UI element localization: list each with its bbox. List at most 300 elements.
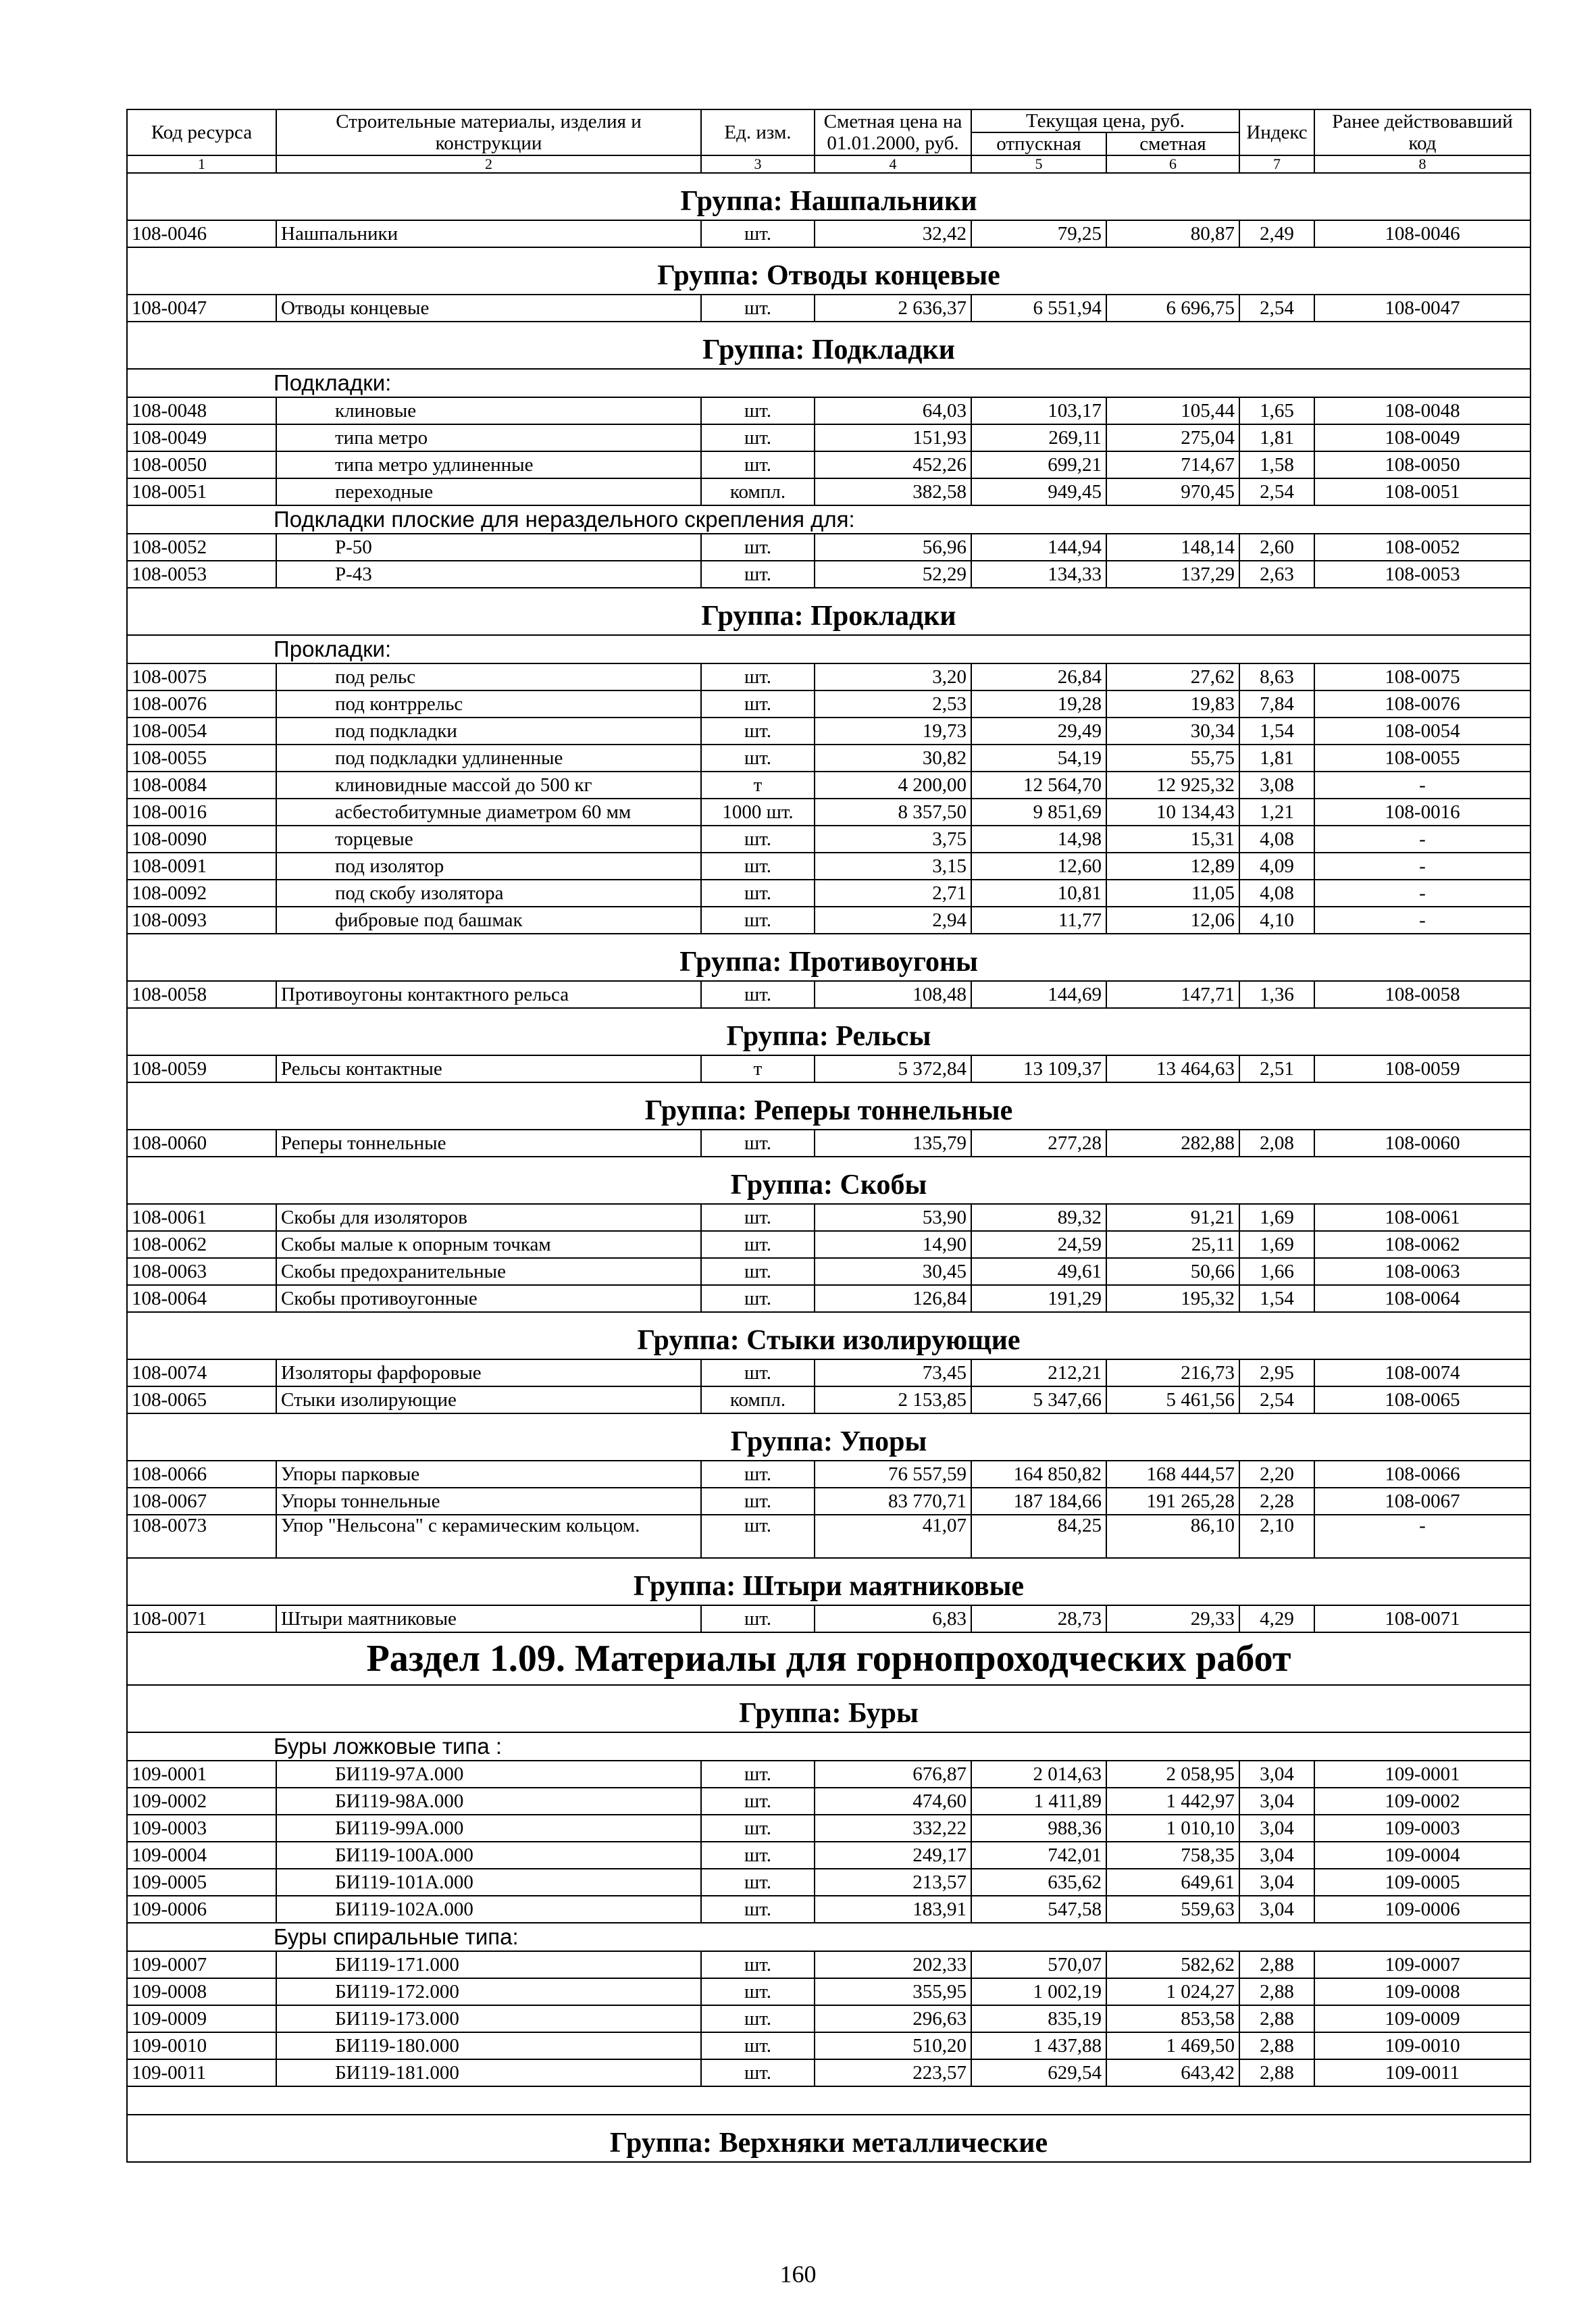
cell-index: 2,10 bbox=[1239, 1515, 1314, 1558]
cell-release-price: 269,11 bbox=[971, 424, 1106, 451]
cell-release-price: 10,81 bbox=[971, 880, 1106, 907]
cell-index: 2,63 bbox=[1239, 561, 1314, 588]
cell-estimate-price: 27,62 bbox=[1106, 663, 1239, 690]
cell-unit: шт. bbox=[701, 534, 815, 561]
cell-index: 2,88 bbox=[1239, 2032, 1314, 2059]
cell-estimate-price: 80,87 bbox=[1106, 220, 1239, 247]
table-row bbox=[127, 534, 1530, 561]
cell-unit: т bbox=[701, 1055, 815, 1082]
cell-old-code: 109-0010 bbox=[1314, 2032, 1530, 2059]
cell-base-price: 3,15 bbox=[815, 853, 971, 880]
cell-release-price: 2 014,63 bbox=[971, 1761, 1106, 1788]
cell-code: 109-0004 bbox=[127, 1842, 276, 1869]
cell-base-price: 76 557,59 bbox=[815, 1461, 971, 1488]
cell-base-price: 30,45 bbox=[815, 1258, 971, 1285]
cell-old-code: 108-0071 bbox=[1314, 1605, 1530, 1632]
cell-base-price: 183,91 bbox=[815, 1896, 971, 1923]
cell-old-code: 109-0011 bbox=[1314, 2059, 1530, 2086]
section-heading-row bbox=[127, 1632, 1530, 1685]
cell-index: 3,08 bbox=[1239, 772, 1314, 799]
group-heading-row bbox=[127, 1082, 1530, 1130]
cell-code: 108-0052 bbox=[127, 534, 276, 561]
cell-old-code: 108-0054 bbox=[1314, 718, 1530, 745]
subgroup-label: Прокладки: bbox=[127, 635, 1530, 663]
table-row bbox=[127, 1515, 1530, 1558]
cell-name: под рельс bbox=[276, 663, 701, 690]
cell-release-price: 49,61 bbox=[971, 1258, 1106, 1285]
subgroup-row bbox=[127, 369, 1530, 397]
cell-base-price: 510,20 bbox=[815, 2032, 971, 2059]
cell-base-price: 2,53 bbox=[815, 690, 971, 718]
group-heading: Группа: Рельсы bbox=[127, 1008, 1530, 1055]
cell-base-price: 30,82 bbox=[815, 745, 971, 772]
cell-unit: шт. bbox=[701, 1896, 815, 1923]
cell-unit: шт. bbox=[701, 1788, 815, 1815]
cell-index: 2,95 bbox=[1239, 1359, 1314, 1386]
cell-release-price: 103,17 bbox=[971, 397, 1106, 424]
header-index: Индекс bbox=[1239, 109, 1314, 155]
cell-estimate-price: 216,73 bbox=[1106, 1359, 1239, 1386]
cell-release-price: 79,25 bbox=[971, 220, 1106, 247]
cell-base-price: 56,96 bbox=[815, 534, 971, 561]
cell-base-price: 108,48 bbox=[815, 981, 971, 1008]
table-row bbox=[127, 745, 1530, 772]
cell-index: 1,54 bbox=[1239, 718, 1314, 745]
cell-old-code: 108-0067 bbox=[1314, 1488, 1530, 1515]
cell-code: 108-0059 bbox=[127, 1055, 276, 1082]
cell-base-price: 19,73 bbox=[815, 718, 971, 745]
cell-code: 108-0060 bbox=[127, 1130, 276, 1157]
cell-estimate-price: 1 469,50 bbox=[1106, 2032, 1239, 2059]
cell-index: 4,10 bbox=[1239, 907, 1314, 934]
cell-release-price: 13 109,37 bbox=[971, 1055, 1106, 1082]
cell-name: Изоляторы фарфоровые bbox=[276, 1359, 701, 1386]
cell-code: 108-0084 bbox=[127, 772, 276, 799]
cell-old-code: 108-0066 bbox=[1314, 1461, 1530, 1488]
cell-name: БИ119-101А.000 bbox=[276, 1869, 701, 1896]
cell-unit: шт. bbox=[701, 907, 815, 934]
cell-estimate-price: 2 058,95 bbox=[1106, 1761, 1239, 1788]
cell-name: БИ119-171.000 bbox=[276, 1951, 701, 1978]
cell-index: 2,54 bbox=[1239, 295, 1314, 322]
cell-code: 108-0050 bbox=[127, 451, 276, 478]
cell-code: 108-0054 bbox=[127, 718, 276, 745]
cell-estimate-price: 1 024,27 bbox=[1106, 1978, 1239, 2005]
cell-name: БИ119-102А.000 bbox=[276, 1896, 701, 1923]
group-heading-row bbox=[127, 2115, 1530, 2162]
cell-index: 2,54 bbox=[1239, 1386, 1314, 1413]
cell-unit: 1000 шт. bbox=[701, 799, 815, 826]
cell-index: 1,65 bbox=[1239, 397, 1314, 424]
table-row bbox=[127, 1055, 1530, 1082]
cell-index: 4,29 bbox=[1239, 1605, 1314, 1632]
cell-code: 109-0002 bbox=[127, 1788, 276, 1815]
cell-old-code: 108-0046 bbox=[1314, 220, 1530, 247]
cell-index: 2,88 bbox=[1239, 1978, 1314, 2005]
cell-name: Р-50 bbox=[276, 534, 701, 561]
group-heading-row bbox=[127, 1685, 1530, 1732]
cell-name: БИ119-100А.000 bbox=[276, 1842, 701, 1869]
cell-estimate-price: 19,83 bbox=[1106, 690, 1239, 718]
cell-code: 108-0090 bbox=[127, 826, 276, 853]
group-heading-row bbox=[127, 1008, 1530, 1055]
subgroup-label: Буры спиральные типа: bbox=[127, 1923, 1530, 1951]
cell-name: под изолятор bbox=[276, 853, 701, 880]
cell-old-code: 108-0050 bbox=[1314, 451, 1530, 478]
cell-index: 2,20 bbox=[1239, 1461, 1314, 1488]
cell-release-price: 134,33 bbox=[971, 561, 1106, 588]
cell-name: под подкладки удлиненные bbox=[276, 745, 701, 772]
cell-base-price: 213,57 bbox=[815, 1869, 971, 1896]
cell-base-price: 249,17 bbox=[815, 1842, 971, 1869]
column-number: 2 bbox=[276, 155, 701, 173]
cell-name: асбестобитумные диаметром 60 мм bbox=[276, 799, 701, 826]
cell-unit: шт. bbox=[701, 1258, 815, 1285]
cell-index: 2,60 bbox=[1239, 534, 1314, 561]
cell-index: 3,04 bbox=[1239, 1815, 1314, 1842]
cell-code: 108-0048 bbox=[127, 397, 276, 424]
cell-code: 108-0074 bbox=[127, 1359, 276, 1386]
cell-estimate-price: 853,58 bbox=[1106, 2005, 1239, 2032]
table-row bbox=[127, 1231, 1530, 1258]
group-heading-row bbox=[127, 934, 1530, 981]
header-current-price: Текущая цена, руб. bbox=[971, 109, 1239, 132]
cell-unit: шт. bbox=[701, 663, 815, 690]
cell-release-price: 835,19 bbox=[971, 2005, 1106, 2032]
header-old-code: Ранее действовавший код bbox=[1314, 109, 1530, 155]
cell-base-price: 135,79 bbox=[815, 1130, 971, 1157]
cell-base-price: 14,90 bbox=[815, 1231, 971, 1258]
group-heading-row bbox=[127, 1312, 1530, 1359]
header-name: Строительные материалы, изделия и конструкции bbox=[276, 109, 701, 155]
subgroup-label: Подкладки плоские для нераздельного скрепления для: bbox=[127, 505, 1530, 534]
cell-code: 109-0011 bbox=[127, 2059, 276, 2086]
cell-name: БИ119-173.000 bbox=[276, 2005, 701, 2032]
cell-estimate-price: 148,14 bbox=[1106, 534, 1239, 561]
cell-name: клиновые bbox=[276, 397, 701, 424]
cell-old-code: - bbox=[1314, 1515, 1530, 1558]
table-row bbox=[127, 424, 1530, 451]
cell-index: 2,49 bbox=[1239, 220, 1314, 247]
subgroup-row bbox=[127, 1732, 1530, 1761]
cell-estimate-price: 12,06 bbox=[1106, 907, 1239, 934]
cell-code: 108-0062 bbox=[127, 1231, 276, 1258]
cell-code: 108-0075 bbox=[127, 663, 276, 690]
cell-base-price: 382,58 bbox=[815, 478, 971, 505]
cell-unit: шт. bbox=[701, 397, 815, 424]
cell-estimate-price: 86,10 bbox=[1106, 1515, 1239, 1558]
cell-unit: шт. bbox=[701, 1515, 815, 1558]
cell-release-price: 699,21 bbox=[971, 451, 1106, 478]
cell-code: 109-0008 bbox=[127, 1978, 276, 2005]
cell-estimate-price: 1 010,10 bbox=[1106, 1815, 1239, 1842]
group-heading: Группа: Отводы концевые bbox=[127, 247, 1530, 295]
cell-index: 1,81 bbox=[1239, 424, 1314, 451]
cell-old-code: 108-0053 bbox=[1314, 561, 1530, 588]
cell-base-price: 676,87 bbox=[815, 1761, 971, 1788]
table-row bbox=[127, 1386, 1530, 1413]
cell-unit: шт. bbox=[701, 1359, 815, 1386]
group-heading-row bbox=[127, 322, 1530, 369]
blank-cell bbox=[127, 2086, 1530, 2115]
cell-name: клиновидные массой до 500 кг bbox=[276, 772, 701, 799]
cell-name: Скобы предохранительные bbox=[276, 1258, 701, 1285]
column-number: 3 bbox=[701, 155, 815, 173]
cell-name: Реперы тоннельные bbox=[276, 1130, 701, 1157]
cell-code: 108-0063 bbox=[127, 1258, 276, 1285]
cell-name: БИ119-99А.000 bbox=[276, 1815, 701, 1842]
cell-code: 108-0092 bbox=[127, 880, 276, 907]
cell-index: 1,21 bbox=[1239, 799, 1314, 826]
table-row bbox=[127, 1761, 1530, 1788]
cell-unit: шт. bbox=[701, 853, 815, 880]
cell-base-price: 64,03 bbox=[815, 397, 971, 424]
cell-code: 109-0009 bbox=[127, 2005, 276, 2032]
cell-estimate-price: 147,71 bbox=[1106, 981, 1239, 1008]
subgroup-row bbox=[127, 505, 1530, 534]
cell-estimate-price: 25,11 bbox=[1106, 1231, 1239, 1258]
group-heading-row bbox=[127, 173, 1530, 220]
cell-release-price: 212,21 bbox=[971, 1359, 1106, 1386]
cell-estimate-price: 105,44 bbox=[1106, 397, 1239, 424]
table-row bbox=[127, 1842, 1530, 1869]
cell-name: Рельсы контактные bbox=[276, 1055, 701, 1082]
cell-name: под скобу изолятора bbox=[276, 880, 701, 907]
cell-estimate-price: 13 464,63 bbox=[1106, 1055, 1239, 1082]
table-row bbox=[127, 907, 1530, 934]
cell-base-price: 83 770,71 bbox=[815, 1488, 971, 1515]
cell-code: 108-0067 bbox=[127, 1488, 276, 1515]
cell-index: 3,04 bbox=[1239, 1788, 1314, 1815]
cell-old-code: 108-0075 bbox=[1314, 663, 1530, 690]
cell-base-price: 53,90 bbox=[815, 1204, 971, 1231]
column-number: 5 bbox=[971, 155, 1106, 173]
table-row bbox=[127, 981, 1530, 1008]
cell-code: 109-0003 bbox=[127, 1815, 276, 1842]
cell-unit: шт. bbox=[701, 1869, 815, 1896]
cell-index: 3,04 bbox=[1239, 1869, 1314, 1896]
materials-price-table bbox=[126, 109, 1531, 2163]
cell-base-price: 2 636,37 bbox=[815, 295, 971, 322]
cell-name: Скобы малые к опорным точкам bbox=[276, 1231, 701, 1258]
cell-release-price: 19,28 bbox=[971, 690, 1106, 718]
cell-code: 108-0046 bbox=[127, 220, 276, 247]
subgroup-row bbox=[127, 1923, 1530, 1951]
cell-base-price: 73,45 bbox=[815, 1359, 971, 1386]
subgroup-label: Подкладки: bbox=[127, 369, 1530, 397]
cell-estimate-price: 55,75 bbox=[1106, 745, 1239, 772]
cell-release-price: 187 184,66 bbox=[971, 1488, 1106, 1515]
cell-base-price: 452,26 bbox=[815, 451, 971, 478]
cell-name: Отводы концевые bbox=[276, 295, 701, 322]
table-row bbox=[127, 826, 1530, 853]
subgroup-row bbox=[127, 635, 1530, 663]
cell-index: 4,09 bbox=[1239, 853, 1314, 880]
cell-code: 108-0061 bbox=[127, 1204, 276, 1231]
table-row bbox=[127, 690, 1530, 718]
table-row bbox=[127, 663, 1530, 690]
cell-index: 3,04 bbox=[1239, 1896, 1314, 1923]
cell-base-price: 6,83 bbox=[815, 1605, 971, 1632]
group-heading: Группа: Реперы тоннельные bbox=[127, 1082, 1530, 1130]
cell-estimate-price: 5 461,56 bbox=[1106, 1386, 1239, 1413]
cell-unit: шт. bbox=[701, 2032, 815, 2059]
cell-name: Штыри маятниковые bbox=[276, 1605, 701, 1632]
cell-old-code: 108-0051 bbox=[1314, 478, 1530, 505]
cell-release-price: 144,69 bbox=[971, 981, 1106, 1008]
cell-release-price: 1 437,88 bbox=[971, 2032, 1106, 2059]
cell-unit: шт. bbox=[701, 1488, 815, 1515]
cell-release-price: 12,60 bbox=[971, 853, 1106, 880]
cell-index: 8,63 bbox=[1239, 663, 1314, 690]
table-row bbox=[127, 1978, 1530, 2005]
cell-name: под подкладки bbox=[276, 718, 701, 745]
cell-estimate-price: 91,21 bbox=[1106, 1204, 1239, 1231]
cell-name: Скобы противоугонные bbox=[276, 1285, 701, 1312]
cell-old-code: 109-0002 bbox=[1314, 1788, 1530, 1815]
cell-release-price: 54,19 bbox=[971, 745, 1106, 772]
cell-index: 4,08 bbox=[1239, 880, 1314, 907]
cell-old-code: 108-0049 bbox=[1314, 424, 1530, 451]
table-row bbox=[127, 478, 1530, 505]
section-heading: Раздел 1.09. Материалы для горнопроходческих работ bbox=[127, 1632, 1530, 1685]
cell-old-code: 108-0063 bbox=[1314, 1258, 1530, 1285]
cell-name: Противоугоны контактного рельса bbox=[276, 981, 701, 1008]
cell-name: Упоры тоннельные bbox=[276, 1488, 701, 1515]
cell-base-price: 8 357,50 bbox=[815, 799, 971, 826]
group-heading-row bbox=[127, 1157, 1530, 1204]
cell-code: 108-0093 bbox=[127, 907, 276, 934]
cell-base-price: 41,07 bbox=[815, 1515, 971, 1558]
cell-unit: шт. bbox=[701, 826, 815, 853]
cell-release-price: 89,32 bbox=[971, 1204, 1106, 1231]
cell-index: 1,81 bbox=[1239, 745, 1314, 772]
cell-release-price: 24,59 bbox=[971, 1231, 1106, 1258]
cell-base-price: 52,29 bbox=[815, 561, 971, 588]
cell-code: 108-0058 bbox=[127, 981, 276, 1008]
table-row bbox=[127, 880, 1530, 907]
table-row bbox=[127, 1204, 1530, 1231]
cell-old-code: 109-0004 bbox=[1314, 1842, 1530, 1869]
cell-index: 4,08 bbox=[1239, 826, 1314, 853]
cell-old-code: 109-0009 bbox=[1314, 2005, 1530, 2032]
cell-estimate-price: 1 442,97 bbox=[1106, 1788, 1239, 1815]
cell-base-price: 151,93 bbox=[815, 424, 971, 451]
cell-release-price: 1 411,89 bbox=[971, 1788, 1106, 1815]
cell-index: 1,58 bbox=[1239, 451, 1314, 478]
page-number: 160 bbox=[779, 2261, 817, 2288]
cell-estimate-price: 758,35 bbox=[1106, 1842, 1239, 1869]
cell-code: 108-0091 bbox=[127, 853, 276, 880]
cell-base-price: 223,57 bbox=[815, 2059, 971, 2086]
cell-old-code: 108-0058 bbox=[1314, 981, 1530, 1008]
cell-index: 2,88 bbox=[1239, 2059, 1314, 2086]
table-row bbox=[127, 1258, 1530, 1285]
cell-estimate-price: 50,66 bbox=[1106, 1258, 1239, 1285]
cell-release-price: 635,62 bbox=[971, 1869, 1106, 1896]
cell-estimate-price: 168 444,57 bbox=[1106, 1461, 1239, 1488]
cell-release-price: 988,36 bbox=[971, 1815, 1106, 1842]
cell-unit: шт. bbox=[701, 1978, 815, 2005]
cell-unit: шт. bbox=[701, 690, 815, 718]
cell-base-price: 32,42 bbox=[815, 220, 971, 247]
cell-release-price: 144,94 bbox=[971, 534, 1106, 561]
group-heading-row bbox=[127, 247, 1530, 295]
cell-old-code: 108-0076 bbox=[1314, 690, 1530, 718]
cell-release-price: 164 850,82 bbox=[971, 1461, 1106, 1488]
cell-code: 108-0047 bbox=[127, 295, 276, 322]
cell-index: 1,54 bbox=[1239, 1285, 1314, 1312]
cell-release-price: 14,98 bbox=[971, 826, 1106, 853]
cell-base-price: 355,95 bbox=[815, 1978, 971, 2005]
cell-unit: шт. bbox=[701, 718, 815, 745]
column-number: 1 bbox=[127, 155, 276, 173]
cell-old-code: 108-0047 bbox=[1314, 295, 1530, 322]
cell-name: БИ119-172.000 bbox=[276, 1978, 701, 2005]
cell-estimate-price: 15,31 bbox=[1106, 826, 1239, 853]
cell-unit: шт. bbox=[701, 295, 815, 322]
cell-estimate-price: 643,42 bbox=[1106, 2059, 1239, 2086]
cell-name: Р-43 bbox=[276, 561, 701, 588]
cell-old-code: 109-0001 bbox=[1314, 1761, 1530, 1788]
cell-release-price: 191,29 bbox=[971, 1285, 1106, 1312]
cell-estimate-price: 11,05 bbox=[1106, 880, 1239, 907]
cell-release-price: 1 002,19 bbox=[971, 1978, 1106, 2005]
group-heading-row bbox=[127, 1558, 1530, 1605]
cell-release-price: 6 551,94 bbox=[971, 295, 1106, 322]
cell-estimate-price: 282,88 bbox=[1106, 1130, 1239, 1157]
header-unit: Ед. изм. bbox=[701, 109, 815, 155]
cell-release-price: 84,25 bbox=[971, 1515, 1106, 1558]
cell-name: БИ119-180.000 bbox=[276, 2032, 701, 2059]
table-row bbox=[127, 799, 1530, 826]
cell-release-price: 949,45 bbox=[971, 478, 1106, 505]
table-row bbox=[127, 718, 1530, 745]
group-heading: Группа: Упоры bbox=[127, 1413, 1530, 1461]
cell-name: БИ119-181.000 bbox=[276, 2059, 701, 2086]
cell-unit: компл. bbox=[701, 478, 815, 505]
cell-base-price: 126,84 bbox=[815, 1285, 971, 1312]
cell-name: фибровые под башмак bbox=[276, 907, 701, 934]
cell-old-code: 109-0005 bbox=[1314, 1869, 1530, 1896]
cell-index: 2,51 bbox=[1239, 1055, 1314, 1082]
table-row bbox=[127, 1461, 1530, 1488]
group-heading: Группа: Верхняки металлические bbox=[127, 2115, 1530, 2162]
cell-release-price: 629,54 bbox=[971, 2059, 1106, 2086]
cell-unit: шт. bbox=[701, 1231, 815, 1258]
table-row bbox=[127, 853, 1530, 880]
cell-index: 2,88 bbox=[1239, 1951, 1314, 1978]
cell-release-price: 9 851,69 bbox=[971, 799, 1106, 826]
cell-index: 1,66 bbox=[1239, 1258, 1314, 1285]
cell-index: 7,84 bbox=[1239, 690, 1314, 718]
cell-name: под контррельс bbox=[276, 690, 701, 718]
cell-code: 109-0006 bbox=[127, 1896, 276, 1923]
cell-old-code: 109-0006 bbox=[1314, 1896, 1530, 1923]
cell-name: Упоры парковые bbox=[276, 1461, 701, 1488]
cell-estimate-price: 10 134,43 bbox=[1106, 799, 1239, 826]
cell-estimate-price: 12 925,32 bbox=[1106, 772, 1239, 799]
cell-code: 108-0076 bbox=[127, 690, 276, 718]
cell-old-code: - bbox=[1314, 907, 1530, 934]
cell-unit: шт. bbox=[701, 1842, 815, 1869]
cell-estimate-price: 559,63 bbox=[1106, 1896, 1239, 1923]
cell-old-code: 108-0048 bbox=[1314, 397, 1530, 424]
cell-estimate-price: 970,45 bbox=[1106, 478, 1239, 505]
cell-code: 108-0053 bbox=[127, 561, 276, 588]
cell-unit: шт. bbox=[701, 1761, 815, 1788]
cell-code: 108-0071 bbox=[127, 1605, 276, 1632]
